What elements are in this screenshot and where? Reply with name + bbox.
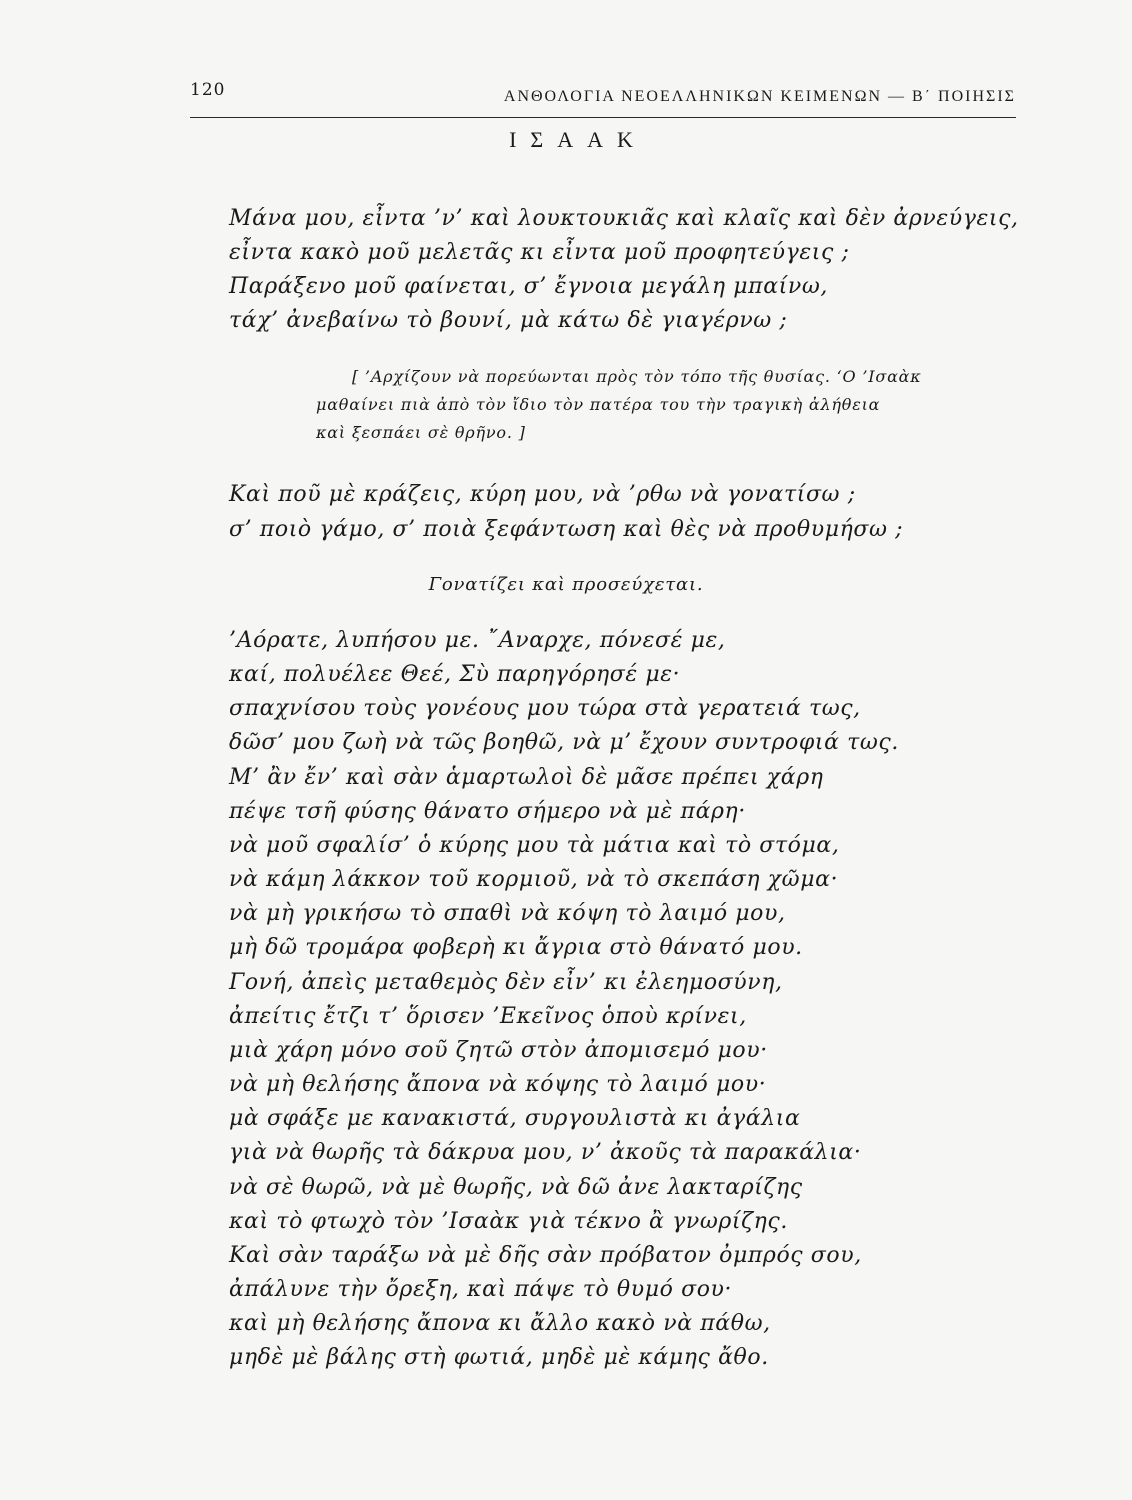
verse-line: πέψε τσῆ φύσης θάνατο σήμερο νὰ μὲ πάρη·: [229, 799, 746, 824]
verse-line: νὰ μοῦ σφαλίσ’ ὁ κύρης μου τὰ μάτια καὶ τὸ στόμα,: [229, 833, 840, 858]
verse-line: καὶ τὸ φτωχὸ τὸν ’Ισαὰκ γιὰ τέκνο ἂ γνωρίζης.: [229, 1209, 788, 1234]
editorial-note-line: μαθαίνει πιὰ ἀπὸ τὸν ἴδιο τὸν πατέρα του τὴν τραγικὴ ἀλήθεια: [316, 395, 881, 414]
verse-line: καί, πολυέλεε Θεέ, Σὺ παρηγόρησέ με·: [229, 662, 681, 687]
verse-line: νὰ κάμη λάκκον τοῦ κορμιοῦ, νὰ τὸ σκεπάση χῶμα·: [229, 867, 839, 892]
verse-line: νὰ μὴ θελήσης ἄπονα νὰ κόψης τὸ λαιμό μου·: [229, 1072, 767, 1097]
verse-line: ἀπάλυνε τὴν ὄρεξη, καὶ πάψε τὸ θυμό σου·: [229, 1277, 733, 1302]
verse-line: εἶντα κακὸ μοῦ μελετᾶς κι εἶντα μοῦ προφητεύγεις ;: [229, 240, 850, 265]
verse-line: ’Αόρατε, λυπήσου με. ῎Αναρχε, πόνεσέ με,: [229, 628, 726, 653]
verse-line: Καὶ σὰν ταράξω νὰ μὲ δῆς σὰν πρόβατον ὀμπρός σου,: [229, 1243, 862, 1268]
verse-line: τάχ’ ἀνεβαίνω τὸ βουνί, μὰ κάτω δὲ γιαγέρνω ;: [229, 308, 788, 333]
editorial-note-line: [ ’Αρχίζουν νὰ πορεύωνται πρὸς τὸν τόπο τῆς θυσίας. ‘Ο ’Ισαὰκ: [352, 367, 922, 386]
verse-line: νὰ σὲ θωρῶ, νὰ μὲ θωρῆς, νὰ δῶ ἀνε λακταρίζης: [229, 1175, 803, 1200]
verse-line: σπαχνίσου τοὺς γονέους μου τώρα στὰ γερατειά τως,: [229, 696, 861, 721]
verse-line: γιὰ νὰ θωρῆς τὰ δάκρυα μου, ν’ ἀκοῦς τὰ παρακάλια·: [229, 1140, 862, 1165]
verse-line: ἀπείτις ἔτζι τ’ ὅρισεν ’Εκεῖνος ὁποὺ κρίνει,: [229, 1004, 747, 1029]
page-header: [190, 80, 1016, 120]
verse-line: νὰ μὴ γρικήσω τὸ σπαθὶ νὰ κόψη τὸ λαιμό μου,: [229, 901, 786, 926]
verse-line: μιὰ χάρη μόνο σοῦ ζητῶ στὸν ἀπομισεμό μου·: [229, 1038, 768, 1063]
verse-line: Καὶ ποῦ μὲ κράζεις, κύρη μου, νὰ ’ρθω νὰ γονατίσω ;: [229, 482, 856, 507]
verse-line: Μ’ ἂν ἔν’ καὶ σὰν ἁμαρτωλοὶ δὲ μᾶσε πρέπει χάρη: [229, 765, 824, 790]
verse-line: σ’ ποιὸ γάμο, σ’ ποιὰ ξεφάντωση καὶ θὲς νὰ προθυμήσω ;: [229, 517, 904, 542]
editorial-note-line: καὶ ξεσπάει σὲ θρῆνο. ]: [316, 423, 526, 442]
verse-line: μηδὲ μὲ βάλης στὴ φωτιά, μηδὲ μὲ κάμης ἄθο.: [229, 1345, 769, 1370]
header-rule: [190, 117, 1016, 118]
page-number: 120: [190, 80, 226, 100]
verse-line: Παράξενο μοῦ φαίνεται, σ’ ἔγνοια μεγάλη μπαίνω,: [229, 274, 829, 299]
stage-direction: Γονατίζει καὶ προσεύχεται.: [428, 574, 704, 595]
verse-line: καὶ μὴ θελήσης ἄπονα κι ἄλλο κακὸ νὰ πάθω,: [229, 1311, 771, 1336]
poem-title: ΙΣΑΑΚ: [509, 127, 647, 152]
verse-line: δῶσ’ μου ζωὴ νὰ τῶς βοηθῶ, νὰ μ’ ἔχουν συντροφιά τως.: [229, 730, 899, 755]
running-title: ΑΝΘΟΛΟΓΙΑ ΝΕΟΕΛΛΗΝΙΚΩΝ ΚΕΙΜΕΝΩΝ — Β΄ ΠΟΙΗΣΙΣ: [503, 88, 1016, 105]
verse-line: Μάνα μου, εἶντα ’ν’ καὶ λουκτουκιᾶς καὶ κλαῖς καὶ δὲν ἀρνεύγεις,: [229, 206, 1019, 231]
verse-line: μὰ σφάξε με κανακιστά, συργουλιστὰ κι ἀγάλια: [229, 1106, 801, 1131]
verse-line: Γονή, ἀπεὶς μεταθεμὸς δὲν εἶν’ κι ἐλεημοσύνη,: [229, 970, 783, 995]
verse-line: μὴ δῶ τρομάρα φοβερὴ κι ἄγρια στὸ θάνατό μου.: [229, 935, 803, 960]
